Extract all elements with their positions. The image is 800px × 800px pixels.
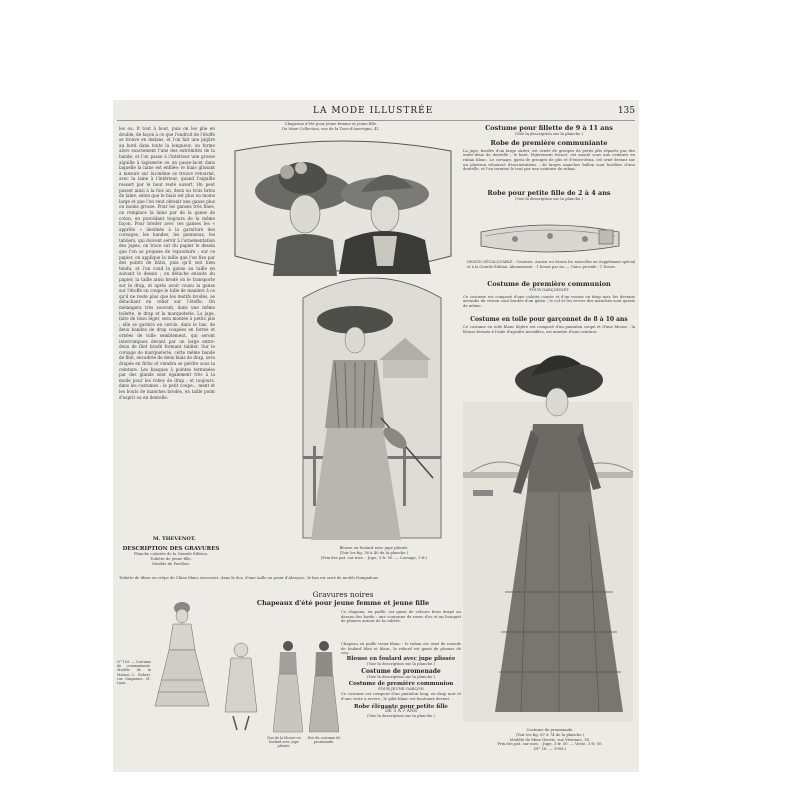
hats-illustration [225, 136, 461, 286]
para-toile: Ce costume en toile blanc légère est composé d'un pantalon coupé et d'une blouse ; la blouse fermée à l'aide d'agrafes invisibles, est montée d'une ceinture. [463, 324, 635, 334]
promenade-caption-line2: (Voir les fig. 67 à 74 de la planche.) [515, 731, 585, 737]
description-sub2: Toilette de jeune fille. [150, 555, 192, 561]
promenade-back-figure [309, 640, 339, 734]
gravures-list [341, 656, 461, 719]
left-column-text: les ou. It tout à bout, puis on les plie en double, de façon à ce que l'endroit de l'étoffe se trouve en dedans, et l'on fait une piqûre au bord dans toute la longueur; on forme alors exactement l'une des extrémités de la bande, et l'on passe à l'intérieur une grosse aiguille à tapisserie ou un passe-lacet dans laquelle la laine est enfilée; le biais glissant à mesure sur lui-même se trouve retourné, avec la laine à l'intérieur, quand l'aiguille ressort par le bout resté ouvert. On peut passer ainsi à la fois un, deux ou trois brins de laine, selon que le biais est plus ou moins large et que l'on veut obtenir une ganse plus ou moins grosse. Pour les ganses très fines, on remplace la laine par de la ganse de coton, en procédant toujours de la même façon. Pour broder avec ces ganses les « apprêts » destinés à la garniture des corsages, les bandes, les panneaux, les tabliers, qui doivent servir à l'ornementation des jupes, on trace sur du papier le dessin que l'on se propose de reproduire : sur ce papier, on applique la taille que l'on fixe par des points de bâtis, puis qu'il soit bien tendu, et l'on coud la ganse au taille en suivant le dessin ; on détache ensuite du papier, la taille ainsi brodé on le transporte sur le drap, et après avoir cousu la ganse sur l'étoffe on coupe le tulle de manière à ce qu'il ne reste plus que les motifs brodés, se détachant en relief sur l'étoffe. On mélangera très souvent, dans une même toilette, le drap et la marqueterie. La jupe, faite de tissu léger, sera montée à petits plis ; elle se garnira en cercle, dans le bas, de deux bandes de drap coupées en forme et ornées de tulle semblement, qui seront interrompues devant par un large entre-deux de filet brodé formant tablier. Sur le corsage de marqueterie, cette même bande de filet, encadrée de deux biais de drap, sera drapée en fichu et viendra se perdre sous la ceinture. Les basques à pointes terminées par des glands sont également très à la mode pour les robes de drap ; et toujours, dans les costumes : le petit coupe... ment et les bouts de manches brodés, en taille point d'esprit ou en dentelle. [119, 126, 215, 400]
belt-illustration [475, 218, 625, 258]
blouse-caption-line2: (Voir les fig. 36 à 40 de la planche.) [339, 549, 409, 555]
blouse-caption [289, 546, 459, 560]
para-communion: Ce costume est composé d'une culotte courte et d'un veston en drap noir, les devants arrondis du veston sont bordés d'un galon ; le col et les revers des manches sont garnis de même. [463, 293, 635, 308]
sub-communion: POUR GARÇONNET [529, 287, 569, 292]
blouse-caption-line3: (Prix des pat. sur mes. : Jupe, 3 fr. 50. — Corsage, 3 fr.) [320, 554, 428, 560]
description-para: Toilette de dîner en crêpe de Chine blanc recouvert, dans le dos, d'une taille en point d'Alençon ; le bas est orné de motifs Pompadour. [119, 575, 379, 580]
promenade-caption [465, 728, 635, 752]
gravures-t4b: DE 5 A 7 ANS [385, 708, 417, 714]
right-top-block [463, 124, 635, 202]
title-communiante: Robe de première communiante [490, 138, 608, 147]
gravures-t3: Costume de première communion [348, 680, 454, 687]
blouse-back-figure [273, 640, 303, 734]
title-toile: Costume en toile pour garçonnet de 8 à 10 ans [470, 316, 628, 323]
left-column-signature: M. THEVENOT. [153, 536, 196, 542]
description-block [119, 546, 223, 566]
description-sub3: Modèle de Pavillon. [152, 560, 190, 566]
gravures-title: Gravures noires [312, 590, 374, 599]
gravures-s3: POUR JEUNE GARÇON [378, 685, 424, 691]
description-title: DESCRIPTION DES GRAVURES [122, 546, 220, 552]
description-sub1: Planche coloriée de la Grande Édition. [133, 551, 209, 556]
title-costume-fillette: Costume pour fillette de 9 à 11 ans [485, 124, 613, 132]
hats-caption-line2: De Mme Collection, rue de la Tour-d'Auvergne, 41. [281, 125, 381, 131]
gravures-s1: (Voir la description sur la planche.) [367, 661, 435, 666]
gravures-para2: Chapeau en paille vieux blanc : le ruban est orné de noeuds de foulard bleu et blanc, le rebord est garni de plumes de coq. [341, 641, 461, 656]
sub-robe-petite-fille: (Voir la description sur la planche.) [515, 195, 583, 201]
gravures-t4: Robe élégante pour petite fille [354, 703, 448, 710]
para-communiante: La jupe, bordée d'un large ourlet, est ornée de groupes de petits plis séparés par des entre-deux de dentelle ; le haut, légèrement froncé, est monté sous une ceinture en ruban blanc. Le corsage, garni de groupes de plis et d'entre-deux, est orné devant sur un plastron rehaussé d'incrustations ; de larges manches ballon sont bordées d'une dentelle, et l'on termine le tout par une ceinture de ruban. [463, 148, 635, 172]
blouse-figure-illustration [283, 268, 461, 543]
gravures-s2: (Voir la description sur la planche.) [367, 673, 435, 679]
gravures-t2: Costume de promenade [361, 667, 441, 675]
child-figure [223, 642, 259, 732]
title-robe-petite-fille: Robe pour petite fille de 2 à 4 ans [487, 188, 611, 197]
blouse-caption-line1: Blouse en foulard avec jupe plissée. [339, 545, 409, 550]
title-communion: Costume de première communion [487, 280, 611, 288]
hats-caption [231, 122, 431, 132]
gravures-para1: Ce chapeau, en paille, est garni de velours brun drapé au dessus des bords : une couronne de roses d'or et un bouquet de plumes autour de la calotte. [341, 610, 461, 624]
sub-costume-fillette: (Voir la description sur la planche.) [515, 131, 583, 136]
gravures-subtitle: Chapeaux d'été pour jeune femme et jeune fille [256, 599, 430, 607]
caption-blouse-back: Dos de la blouse en foulard avec jupe plissée. [267, 736, 301, 749]
gravures-t1: Blouse en foulard avec jupe plissée [346, 656, 456, 662]
promenade-caption-line1: Costume de promenade. [526, 727, 574, 732]
page-number: 135 [617, 106, 635, 116]
belt-caption: DESSIN DÉCALQUABLE : Ceinture. Ancien roi dessin les nouvelles en Supplément spécial et à la Grande Édition. Abonnement : 1 Douze par an. — Unico provide : 1 Douze. [467, 260, 635, 269]
page-header-title: LA MODE ILLUSTRÉE [313, 106, 434, 116]
caption-promenade-back: Dos du costume de promenade. [307, 736, 341, 745]
promenade-caption-line4: Prix des pat. sur mes. : Jupe, 3 fr. 50. — Veste, 3 fr. 50. [497, 741, 603, 747]
communiante-figure [149, 600, 215, 710]
promenade-figure-illustration [461, 342, 635, 727]
gravures-s4: (Voir la description sur la planche.) [367, 713, 435, 719]
promenade-caption-line3: Modèle de Mme Geerts, rue Vivienne, 18. [509, 736, 591, 742]
gravures-para3: Ce costume est composé d'un pantalon long, en drap noir et d'une veste à revers ; le gilet blanc est boutonné devant. [341, 691, 461, 701]
magazine-page [113, 100, 639, 772]
toile-block [463, 316, 635, 334]
caption-communiante: N° 103. — Costume de communiante. Modèle de la Maison L. Robert, rue Gasparine, 31, Lyon. [117, 660, 151, 686]
hats-caption-line1: Chapeaux d'été pour jeune femme et jeune fille. [284, 121, 378, 126]
communion-block [463, 280, 635, 309]
promenade-caption-line5: (N° 18. — 1908.) [533, 746, 567, 752]
gravures-block [225, 590, 461, 607]
